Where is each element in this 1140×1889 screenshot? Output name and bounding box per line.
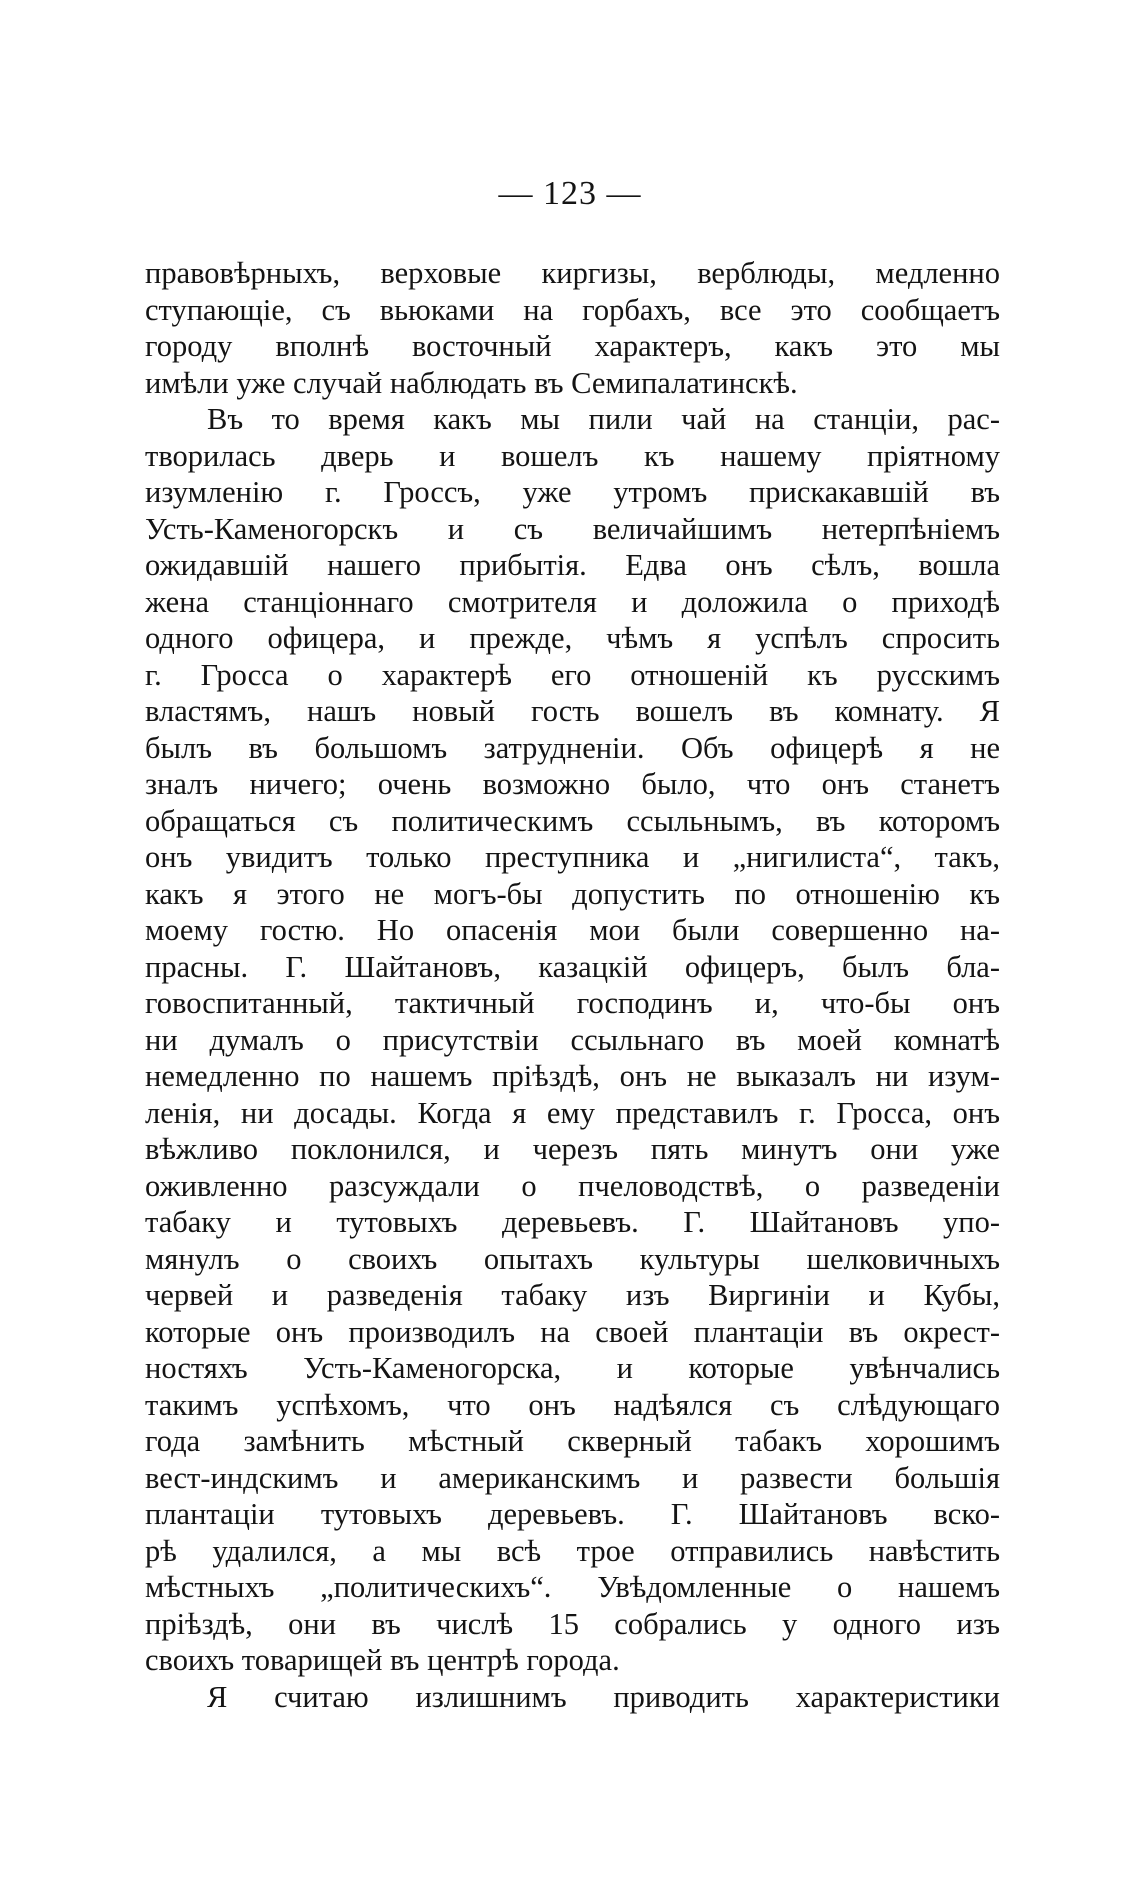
text-line: ни думалъ о присутствіи ссыльнаго въ моей комнатѣ xyxy=(145,1022,1000,1057)
text-line: г. Гросса о характерѣ его отношеній къ русскимъ xyxy=(145,657,1000,692)
paragraph-start-line: Въ то время какъ мы пили чай на станціи, рас- xyxy=(207,402,1000,436)
body-text xyxy=(145,255,1000,1715)
text-line: правовѣрныхъ, верховые киргизы, верблюды, медленно xyxy=(145,256,1000,290)
text-line: которые онъ производилъ на своей плантаціи въ окрест- xyxy=(145,1314,1000,1349)
text-line: какъ я этого не могъ-бы допустить по отношенію къ xyxy=(145,876,1000,911)
text-line: плантаціи тутовыхъ деревьевъ. Г. Шайтановъ вско- xyxy=(145,1497,1000,1531)
text-line: моему гостю. Но опасенія мои были совершенно на- xyxy=(145,913,1000,947)
text-line: червей и разведенія табаку изъ Виргиніи и Кубы, xyxy=(145,1278,1000,1312)
text-line: своихъ товарищей въ центрѣ города. xyxy=(145,1643,620,1677)
text-line: властямъ, нашъ новый гость вошелъ въ комнату. Я xyxy=(145,694,1000,728)
text-line: ленія, ни досады. Когда я ему представилъ г. Гросса, онъ xyxy=(145,1095,1000,1130)
text-line: зналъ ничего; очень возможно было, что онъ станетъ xyxy=(145,767,1000,801)
text-line: табаку и тутовыхъ деревьевъ. Г. Шайтановъ упо- xyxy=(145,1205,1000,1239)
text-line: творилась дверь и вошелъ къ нашему пріятному xyxy=(145,438,1000,473)
text-line: вест-индскимъ и американскимъ и развести большія xyxy=(145,1460,1000,1495)
text-line: говоспитанный, тактичный господинъ и, что-бы онъ xyxy=(145,986,1000,1020)
text-line: жена станціоннаго смотрителя и доложила о приходѣ xyxy=(145,584,1000,619)
text-line: ожидавшій нашего прибытія. Едва онъ сѣлъ, вошла xyxy=(145,548,1000,582)
text-line: вѣжливо поклонился, и черезъ пять минутъ они уже xyxy=(145,1132,1000,1166)
text-line: немедленно по нашемъ пріѣздѣ, онъ не выказалъ ни изум- xyxy=(145,1059,1000,1093)
text-line: Усть-Каменогорскъ и съ величайшимъ нетерпѣніемъ xyxy=(145,511,1000,546)
text-line: рѣ удалился, а мы всѣ трое отправились навѣстить xyxy=(145,1533,1000,1568)
text-line: былъ въ большомъ затрудненіи. Объ офицерѣ я не xyxy=(145,730,1000,765)
text-line: одного офицера, и прежде, чѣмъ я успѣлъ спросить xyxy=(145,621,1000,655)
paragraph-start-line: Я считаю излишнимъ приводить характеристики xyxy=(207,1679,1000,1714)
page-number: — 123 — xyxy=(498,175,642,212)
text-line: обращаться съ политическимъ ссыльнымъ, въ которомъ xyxy=(145,803,1000,838)
text-line: мѣстныхъ „политическихъ“. Увѣдомленные о нашемъ xyxy=(145,1570,1000,1604)
text-line: онъ увидитъ только преступника и „нигилиста“, такъ, xyxy=(145,840,1000,874)
text-line: имѣли уже случай наблюдать въ Семипалатинскѣ. xyxy=(145,365,798,400)
text-line: года замѣнить мѣстный скверный табакъ хорошимъ xyxy=(145,1424,1000,1458)
text-line: такимъ успѣхомъ, что онъ надѣялся съ слѣдующаго xyxy=(145,1387,1000,1422)
text-line: ступающіе, съ вьюками на горбахъ, все это сообщаетъ xyxy=(145,292,1000,327)
text-line: мянулъ о своихъ опытахъ культуры шелковичныхъ xyxy=(145,1241,1000,1276)
text-line: оживленно разсуждали о пчеловодствѣ, о разведеніи xyxy=(145,1168,1000,1203)
text-line: пріѣздѣ, они въ числѣ 15 собрались у одного изъ xyxy=(145,1606,1000,1641)
text-line: изумленію г. Гроссъ, уже утромъ прискакавшій въ xyxy=(145,475,1000,509)
text-line: прасны. Г. Шайтановъ, казацкій офицеръ, былъ бла- xyxy=(145,949,1000,984)
text-line: ностяхъ Усть-Каменогорска, и которые увѣнчались xyxy=(145,1351,1000,1385)
text-line: городу вполнѣ восточный характеръ, какъ это мы xyxy=(145,329,1000,363)
